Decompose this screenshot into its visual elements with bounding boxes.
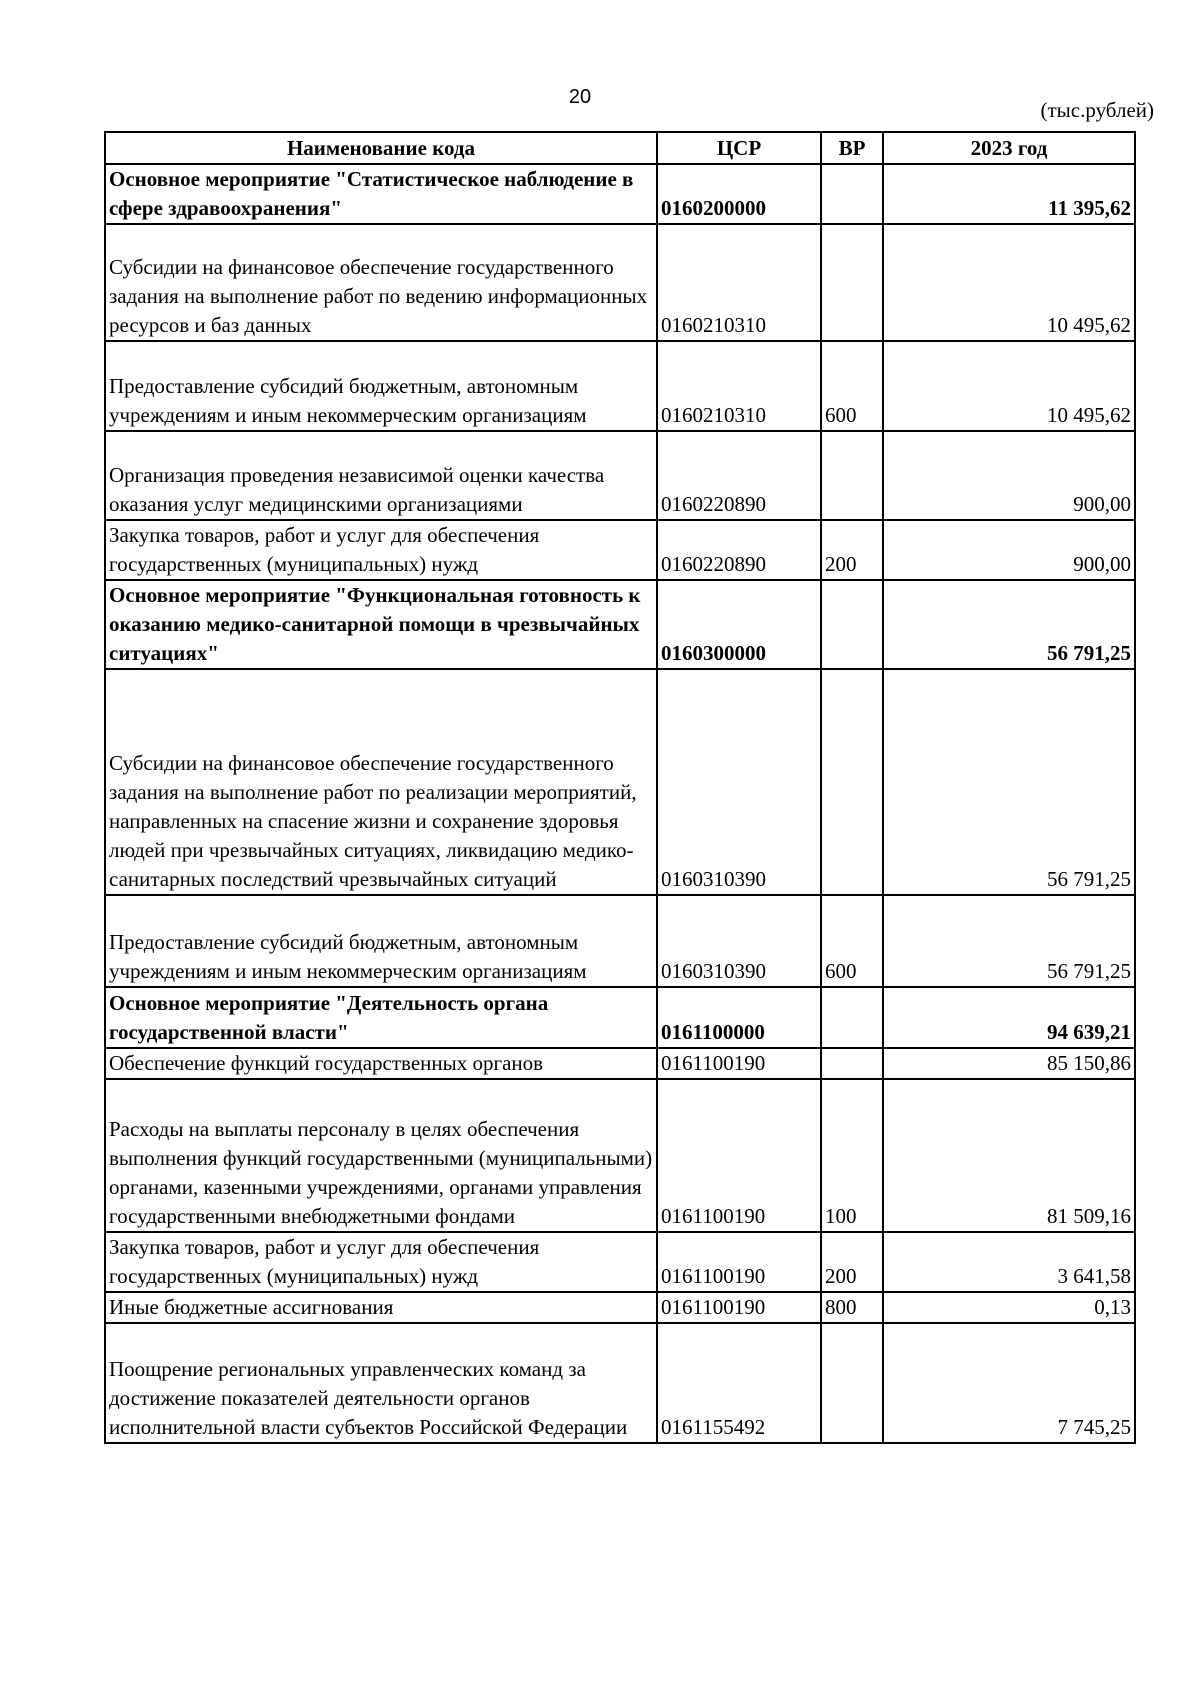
- row-name: Поощрение региональных управленческих команд за достижение показателей деятельности органов исполнительной власти субъектов Российской Федерации: [105, 1323, 657, 1443]
- row-name: Закупка товаров, работ и услуг для обеспечения государственных (муниципальных) нужд: [105, 520, 657, 580]
- row-name: Субсидии на финансовое обеспечение государственного задания на выполнение работ по ведению информационных ресурсов и баз данных: [105, 224, 657, 341]
- table-row: [105, 164, 1135, 224]
- units-label: (тыс.рублей): [1040, 98, 1154, 122]
- header-csr: ЦСР: [657, 132, 821, 164]
- row-sum: 94 639,21: [883, 987, 1135, 1048]
- row-name: Расходы на выплаты персоналу в целях обеспечения выполнения функций государственными (муниципальными) органами, казенными учреждениями, органами управления государственными внебюджетными фондами: [105, 1079, 657, 1232]
- table-row: [105, 1232, 1135, 1292]
- row-sum: 56 791,25: [883, 580, 1135, 669]
- row-vr: 600: [821, 895, 883, 987]
- row-sum: 3 641,58: [883, 1232, 1135, 1292]
- table-row: [105, 431, 1135, 520]
- row-csr: 0160300000: [657, 580, 821, 669]
- row-vr: [821, 1323, 883, 1443]
- table-row: [105, 1323, 1135, 1443]
- table-row: [105, 895, 1135, 987]
- row-name: Основное мероприятие "Деятельность органа государственной власти": [105, 987, 657, 1048]
- row-csr: 0160310390: [657, 669, 821, 895]
- row-sum: 56 791,25: [883, 669, 1135, 895]
- header-vr: ВР: [821, 132, 883, 164]
- table-row: [105, 341, 1135, 431]
- row-vr: [821, 669, 883, 895]
- table-row: [105, 1048, 1135, 1079]
- table-row: [105, 669, 1135, 895]
- row-vr: 800: [821, 1292, 883, 1323]
- table-header-row: [105, 132, 1135, 164]
- row-sum: 10 495,62: [883, 224, 1135, 341]
- row-vr: 200: [821, 520, 883, 580]
- row-sum: 10 495,62: [883, 341, 1135, 431]
- row-csr: 0161100190: [657, 1079, 821, 1232]
- row-vr: 200: [821, 1232, 883, 1292]
- row-name: Предоставление субсидий бюджетным, автономным учреждениям и иным некоммерческим организациям: [105, 895, 657, 987]
- row-sum: 85 150,86: [883, 1048, 1135, 1079]
- row-csr: 0161100190: [657, 1232, 821, 1292]
- row-name: Обеспечение функций государственных органов: [105, 1048, 657, 1079]
- table-row: [105, 520, 1135, 580]
- budget-table: [104, 131, 1136, 1444]
- table-row: [105, 1079, 1135, 1232]
- row-csr: 0160220890: [657, 520, 821, 580]
- row-vr: [821, 580, 883, 669]
- row-sum: 11 395,62: [883, 164, 1135, 224]
- row-sum: 56 791,25: [883, 895, 1135, 987]
- table-row: [105, 1292, 1135, 1323]
- header-year: 2023 год: [883, 132, 1135, 164]
- page-number: 20: [568, 86, 592, 108]
- row-name: Организация проведения независимой оценки качества оказания услуг медицинскими организациями: [105, 431, 657, 520]
- row-vr: [821, 1048, 883, 1079]
- row-csr: 0161100190: [657, 1292, 821, 1323]
- row-name: Основное мероприятие "Статистическое наблюдение в сфере здравоохранения": [105, 164, 657, 224]
- row-csr: 0160210310: [657, 341, 821, 431]
- row-csr: 0160220890: [657, 431, 821, 520]
- row-name: Основное мероприятие "Функциональная готовность к оказанию медико-санитарной помощи в чрезвычайных ситуациях": [105, 580, 657, 669]
- row-name: Иные бюджетные ассигнования: [105, 1292, 657, 1323]
- row-csr: 0160200000: [657, 164, 821, 224]
- row-sum: 900,00: [883, 520, 1135, 580]
- row-sum: 7 745,25: [883, 1323, 1135, 1443]
- row-name: Предоставление субсидий бюджетным, автономным учреждениям и иным некоммерческим организациям: [105, 341, 657, 431]
- row-vr: 100: [821, 1079, 883, 1232]
- row-csr: 0161100000: [657, 987, 821, 1048]
- row-vr: [821, 224, 883, 341]
- table-row: [105, 987, 1135, 1048]
- row-sum: 900,00: [883, 431, 1135, 520]
- row-csr: 0161100190: [657, 1048, 821, 1079]
- header-name: Наименование кода: [105, 132, 657, 164]
- row-csr: 0160210310: [657, 224, 821, 341]
- row-vr: [821, 987, 883, 1048]
- row-name: Субсидии на финансовое обеспечение государственного задания на выполнение работ по реализации мероприятий, направленных на спасение жизни и сохранение здоровья людей при чрезвычайных ситуациях, ликвидацию медико-санитарных последствий чрезвычайных ситуаций: [105, 669, 657, 895]
- row-sum: 0,13: [883, 1292, 1135, 1323]
- table-row: [105, 580, 1135, 669]
- row-sum: 81 509,16: [883, 1079, 1135, 1232]
- row-vr: [821, 431, 883, 520]
- table-row: [105, 224, 1135, 341]
- row-csr: 0160310390: [657, 895, 821, 987]
- row-vr: [821, 164, 883, 224]
- row-name: Закупка товаров, работ и услуг для обеспечения государственных (муниципальных) нужд: [105, 1232, 657, 1292]
- row-vr: 600: [821, 341, 883, 431]
- row-csr: 0161155492: [657, 1323, 821, 1443]
